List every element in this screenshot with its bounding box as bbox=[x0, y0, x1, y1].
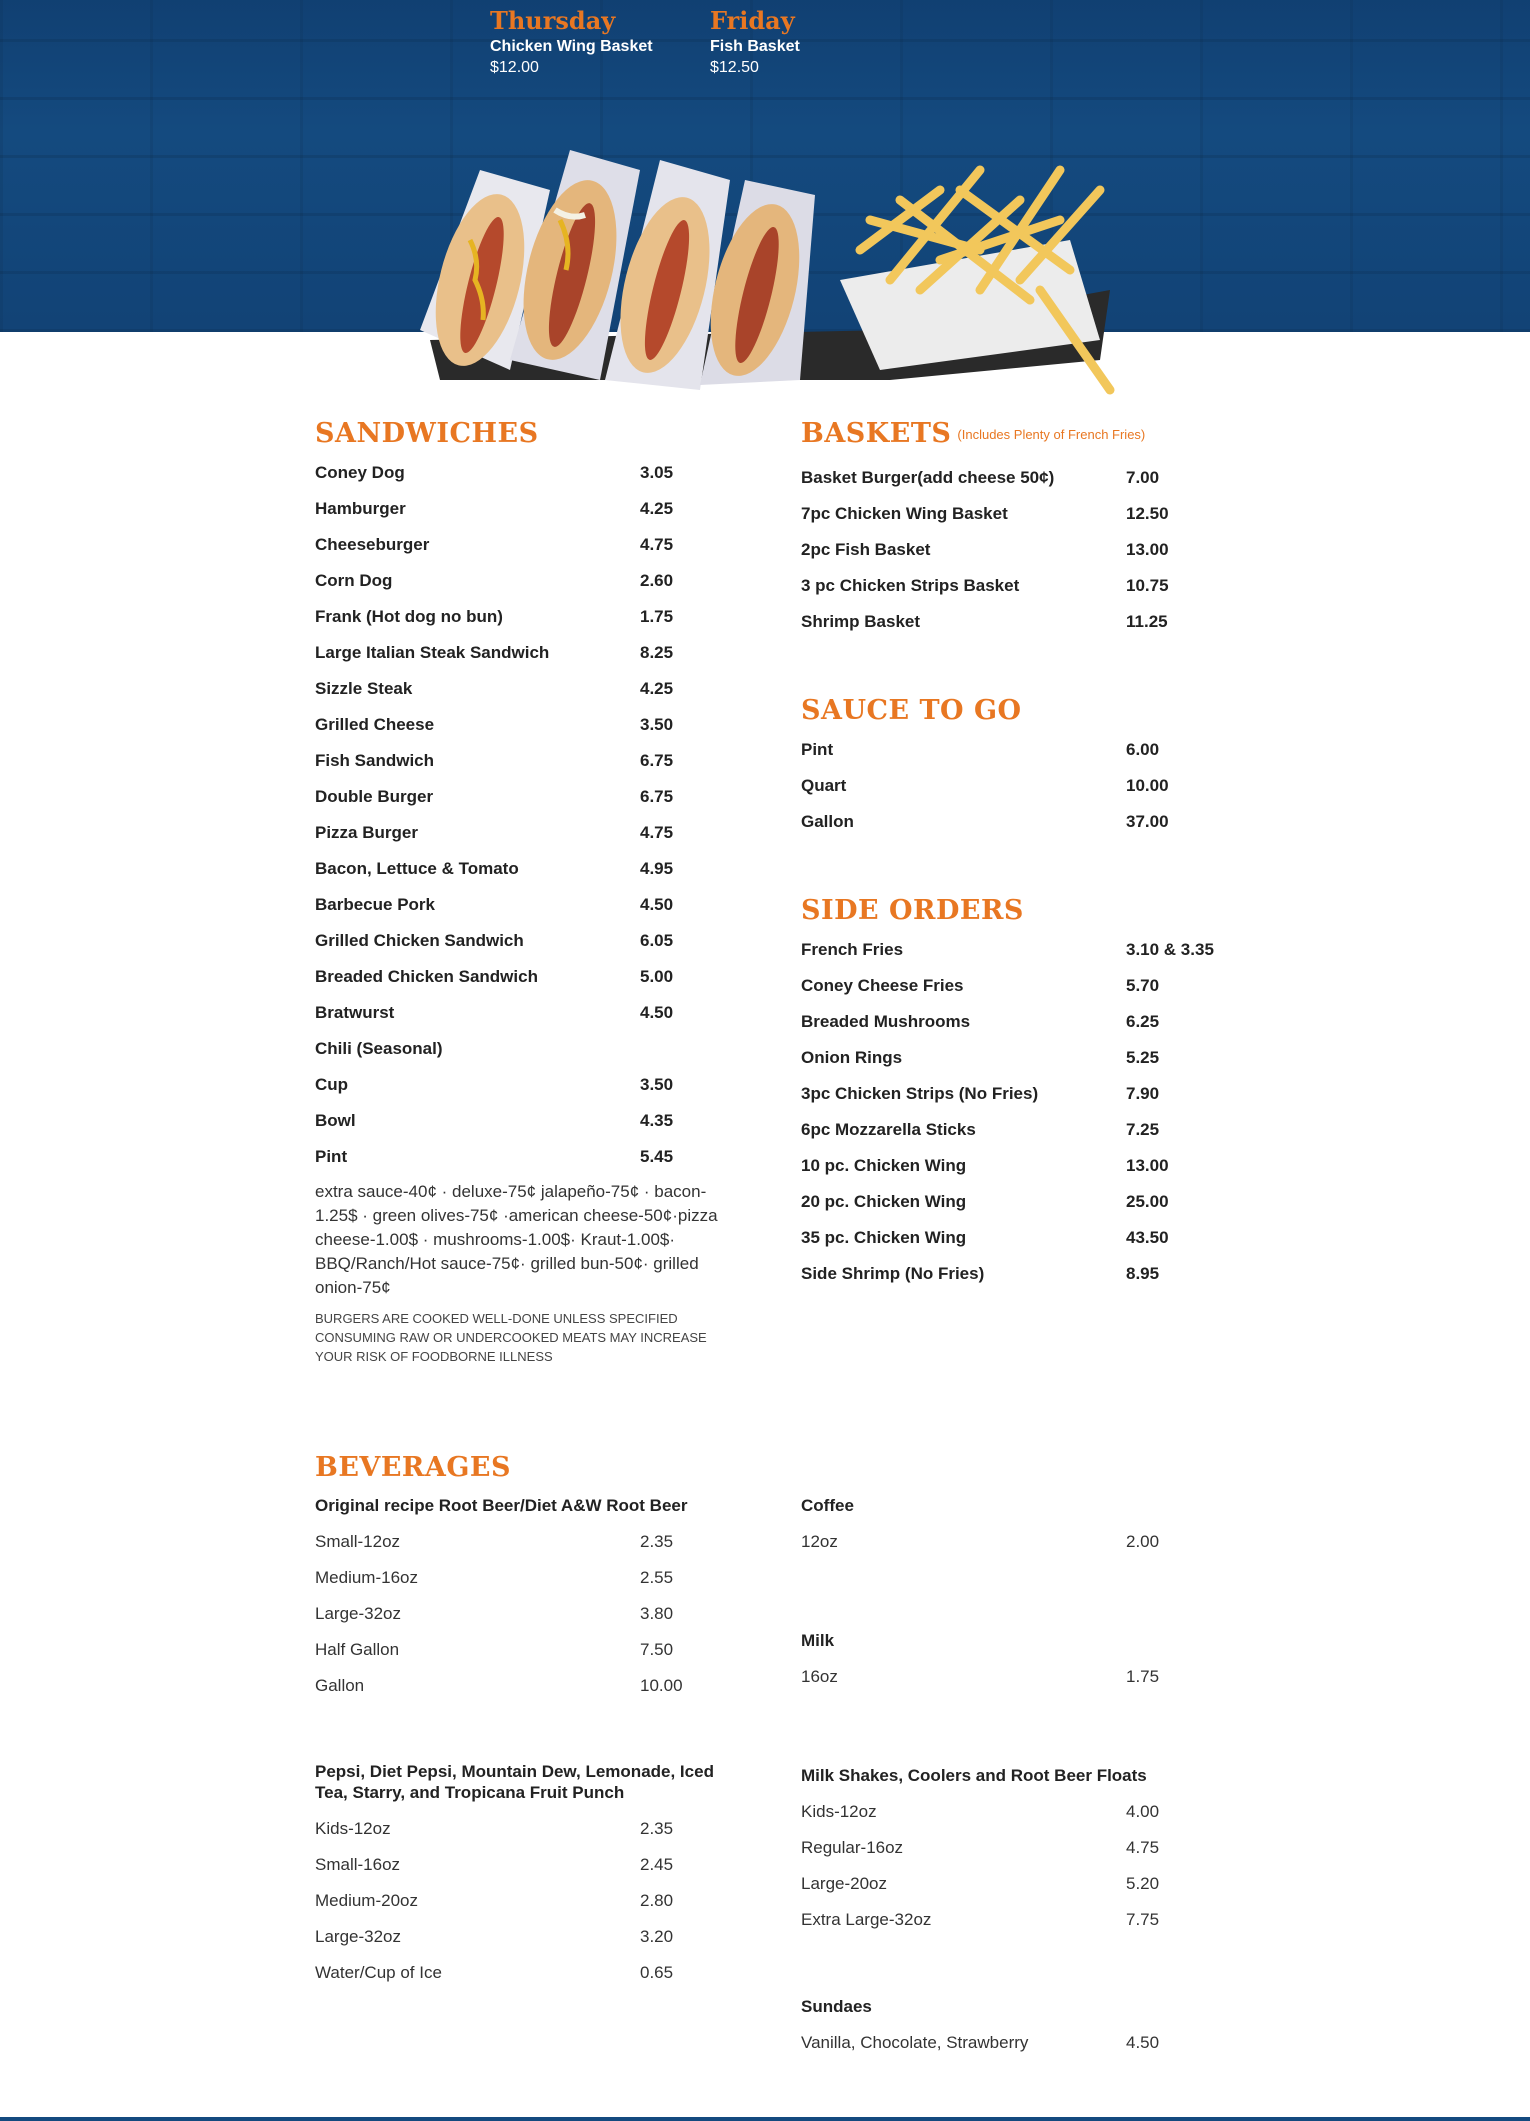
menu-item-name: 2pc Fish Basket bbox=[801, 540, 931, 559]
warning-line: BURGERS ARE COOKED WELL-DONE UNLESS SPECIFIED bbox=[315, 1311, 678, 1326]
menu-item-price: 4.50 bbox=[640, 895, 674, 914]
sundaes-heading: Sundaes bbox=[801, 1997, 872, 2016]
menu-item-price: 4.00 bbox=[1126, 1802, 1160, 1821]
menu-item-price: 25.00 bbox=[1126, 1192, 1169, 1211]
special-day: Friday bbox=[710, 6, 795, 35]
menu-item-price: 7.00 bbox=[1126, 468, 1160, 487]
menu-item-price: 4.25 bbox=[640, 679, 674, 698]
special-item: Chicken Wing Basket bbox=[490, 38, 653, 55]
menu-item-price: 11.25 bbox=[1126, 612, 1168, 631]
menu-item-name: Water/Cup of Ice bbox=[315, 1963, 442, 1982]
menu-item-price: 3.20 bbox=[640, 1927, 674, 1946]
menu-item-name: 6pc Mozzarella Sticks bbox=[801, 1120, 976, 1139]
menu-item-price: 8.95 bbox=[1126, 1264, 1160, 1283]
menu-item-name: 7pc Chicken Wing Basket bbox=[801, 504, 1008, 523]
baskets-title: BASKETS bbox=[801, 418, 952, 449]
menu-item-name: 20 pc. Chicken Wing bbox=[801, 1192, 967, 1211]
menu-item-name: Coney Cheese Fries bbox=[801, 976, 964, 995]
menu-item-price: 3.50 bbox=[640, 715, 674, 734]
menu-item-price: 2.35 bbox=[640, 1532, 674, 1551]
section-title-sides: SIDE ORDERS bbox=[801, 895, 1024, 926]
menu-item-name: Small-16oz bbox=[315, 1855, 401, 1874]
menu-item-price: 4.50 bbox=[640, 1003, 674, 1022]
menu-item-price: 7.75 bbox=[1126, 1910, 1160, 1929]
menu-item-name: Corn Dog bbox=[315, 571, 393, 590]
menu-item-name: 35 pc. Chicken Wing bbox=[801, 1228, 967, 1247]
special-day: Thursday bbox=[490, 6, 616, 35]
menu-item-name: Large-32oz bbox=[315, 1604, 402, 1623]
special-thursday bbox=[490, 6, 653, 78]
menu-item-name: Grilled Cheese bbox=[315, 715, 435, 734]
menu-item-price: 12.50 bbox=[1126, 504, 1169, 523]
menu-item-price: 1.75 bbox=[1126, 1667, 1160, 1686]
menu-item-name: Regular-16oz bbox=[801, 1838, 904, 1857]
menu-item-price: 10.00 bbox=[640, 1676, 683, 1695]
menu-item-name: Pizza Burger bbox=[315, 823, 418, 842]
special-friday bbox=[710, 6, 800, 78]
menu-item-name: Bacon, Lettuce & Tomato bbox=[315, 859, 519, 878]
menu-item-price: 7.25 bbox=[1126, 1120, 1160, 1139]
section-title-sauce: SAUCE TO GO bbox=[801, 695, 1022, 726]
menu-item-name: French Fries bbox=[801, 940, 904, 959]
menu-item-name: Gallon bbox=[801, 812, 854, 831]
menu-item-name: Cup bbox=[315, 1075, 349, 1094]
menu-item-price: 6.25 bbox=[1126, 1012, 1160, 1031]
menu-item-price: 5.00 bbox=[640, 967, 674, 986]
menu-item-price: 4.75 bbox=[640, 823, 674, 842]
menu-item-name: 3 pc Chicken Strips Basket bbox=[801, 576, 1020, 595]
menu-item-price: 2.45 bbox=[640, 1855, 674, 1874]
menu-item-name: 16oz bbox=[801, 1667, 838, 1686]
menu-item-name: Side Shrimp (No Fries) bbox=[801, 1264, 985, 1283]
menu-item-price: 13.00 bbox=[1126, 1156, 1169, 1175]
pepsi-heading-line: Pepsi, Diet Pepsi, Mountain Dew, Lemonade, Iced bbox=[315, 1762, 714, 1781]
menu-item-price: 10.00 bbox=[1126, 776, 1169, 795]
menu-item-price: 8.25 bbox=[640, 643, 674, 662]
special-price: $12.50 bbox=[710, 59, 759, 76]
menu-item-name: Bowl bbox=[315, 1111, 356, 1130]
menu-item-price: 4.35 bbox=[640, 1111, 674, 1130]
menu-item-name: Pint bbox=[315, 1147, 348, 1166]
menu-item-price: 4.25 bbox=[640, 499, 674, 518]
menu-item-name: Medium-20oz bbox=[315, 1891, 418, 1910]
coffee-heading: Coffee bbox=[801, 1496, 854, 1515]
menu-item-price: 37.00 bbox=[1126, 812, 1169, 831]
menu-item-name: Kids-12oz bbox=[315, 1819, 391, 1838]
menu-item-price: 1.75 bbox=[640, 607, 674, 626]
menu-item-name: Bratwurst bbox=[315, 1003, 395, 1022]
menu-item-name: Gallon bbox=[315, 1676, 365, 1695]
rootbeer-heading: Original recipe Root Beer/Diet A&W Root Beer bbox=[315, 1496, 688, 1515]
menu-item-name: Frank (Hot dog no bun) bbox=[315, 607, 503, 626]
menu-item-price: 43.50 bbox=[1126, 1228, 1169, 1247]
menu-item-name: 10 pc. Chicken Wing bbox=[801, 1156, 967, 1175]
menu-item-price: 3.80 bbox=[640, 1604, 674, 1623]
menu-item-name: Shrimp Basket bbox=[801, 612, 921, 631]
menu-item-name: Cheeseburger bbox=[315, 535, 430, 554]
special-price: $12.00 bbox=[490, 59, 539, 76]
menu-item-name: Chili (Seasonal) bbox=[315, 1039, 443, 1058]
menu-item-name: Small-12oz bbox=[315, 1532, 401, 1551]
pepsi-heading bbox=[315, 1761, 745, 1803]
warning-line: YOUR RISK OF FOODBORNE ILLNESS bbox=[315, 1349, 553, 1364]
menu-item-name: Quart bbox=[801, 776, 847, 795]
menu-item-price: 7.50 bbox=[640, 1640, 674, 1659]
menu-item-name: Vanilla, Chocolate, Strawberry bbox=[801, 2033, 1029, 2052]
menu-item-price: 3.05 bbox=[640, 463, 674, 482]
menu-item-price: 5.70 bbox=[1126, 976, 1160, 995]
section-title-sandwiches: SANDWICHES bbox=[315, 418, 539, 449]
hotdogs-and-fries-photo bbox=[420, 130, 1120, 400]
menu-item-name: Basket Burger(add cheese 50¢) bbox=[801, 468, 1055, 487]
menu-item-name: Coney Dog bbox=[315, 463, 405, 482]
menu-item-price: 6.75 bbox=[640, 787, 674, 806]
menu-item-name: Pint bbox=[801, 740, 834, 759]
menu-item-price: 6.05 bbox=[640, 931, 674, 950]
menu-item-name: Large Italian Steak Sandwich bbox=[315, 643, 550, 662]
menu-item-name: Grilled Chicken Sandwich bbox=[315, 931, 524, 950]
menu-item-name: Hamburger bbox=[315, 499, 406, 518]
menu-item-price: 4.50 bbox=[1126, 2033, 1160, 2052]
menu-item-name: Double Burger bbox=[315, 787, 434, 806]
menu-item-name: Extra Large-32oz bbox=[801, 1910, 932, 1929]
sandwich-extras: extra sauce-40¢ · deluxe-75¢ jalapeño-75¢ · bacon-1.25$ · green olives-75¢ ·american cheese-50¢·pizza cheese-1.00$ · mushrooms-1.00$· Kraut-1.00$· BBQ/Ranch/Hot sauce-75¢· grilled bun-50¢· grilled onion-75¢ bbox=[315, 1182, 718, 1297]
menu-item-price: 4.95 bbox=[640, 859, 674, 878]
menu-item-price: 7.90 bbox=[1126, 1084, 1160, 1103]
menu-item-price: 5.20 bbox=[1126, 1874, 1160, 1893]
shakes-heading: Milk Shakes, Coolers and Root Beer Floats bbox=[801, 1766, 1147, 1785]
menu-item-price: 5.25 bbox=[1126, 1048, 1160, 1067]
menu-item-price: 4.75 bbox=[640, 535, 674, 554]
menu-item-price: 6.75 bbox=[640, 751, 674, 770]
menu-item-name: Sizzle Steak bbox=[315, 679, 413, 698]
menu-item-name: Half Gallon bbox=[315, 1640, 400, 1659]
menu-item-name: Medium-16oz bbox=[315, 1568, 418, 1587]
menu-item-price: 6.00 bbox=[1126, 740, 1160, 759]
menu-item-price: 2.00 bbox=[1126, 1532, 1160, 1551]
section-title-beverages: BEVERAGES bbox=[315, 1452, 511, 1483]
menu-item-price: 10.75 bbox=[1126, 576, 1169, 595]
menu-item-price: 13.00 bbox=[1126, 540, 1169, 559]
baskets-note: (Includes Plenty of French Fries) bbox=[957, 426, 1146, 442]
menu-item-price: 4.75 bbox=[1126, 1838, 1160, 1857]
menu-item-name: Barbecue Pork bbox=[315, 895, 435, 914]
menu-item-name: 3pc Chicken Strips (No Fries) bbox=[801, 1084, 1039, 1103]
menu-item-name: Fish Sandwich bbox=[315, 751, 435, 770]
menu-item-name: Large-20oz bbox=[801, 1874, 888, 1893]
milk-heading: Milk bbox=[801, 1631, 835, 1650]
menu-item-price: 2.35 bbox=[640, 1819, 674, 1838]
pepsi-heading-line: Tea, Starry, and Tropicana Fruit Punch bbox=[315, 1783, 625, 1802]
footer-divider bbox=[0, 2117, 1530, 2121]
section-title-baskets bbox=[801, 417, 1145, 452]
menu-item-name: Breaded Chicken Sandwich bbox=[315, 967, 538, 986]
menu-item-name: Large-32oz bbox=[315, 1927, 402, 1946]
food-warning bbox=[315, 1309, 735, 1366]
warning-line: CONSUMING RAW OR UNDERCOOKED MEATS MAY INCREASE bbox=[315, 1330, 707, 1345]
menu-item-name: Kids-12oz bbox=[801, 1802, 877, 1821]
special-item: Fish Basket bbox=[710, 38, 800, 55]
menu-item-price: 2.55 bbox=[640, 1568, 674, 1587]
menu-item-price: 0.65 bbox=[640, 1963, 674, 1982]
menu-item-name: Breaded Mushrooms bbox=[801, 1012, 971, 1031]
menu-item-price: 3.10 & 3.35 bbox=[1126, 940, 1214, 959]
menu-item-price: 5.45 bbox=[640, 1147, 674, 1166]
menu-item-price: 2.80 bbox=[640, 1891, 674, 1910]
menu-item-price: 3.50 bbox=[640, 1075, 674, 1094]
menu-item-name: Onion Rings bbox=[801, 1048, 903, 1067]
menu-item-price: 2.60 bbox=[640, 571, 674, 590]
menu-item-name: 12oz bbox=[801, 1532, 838, 1551]
